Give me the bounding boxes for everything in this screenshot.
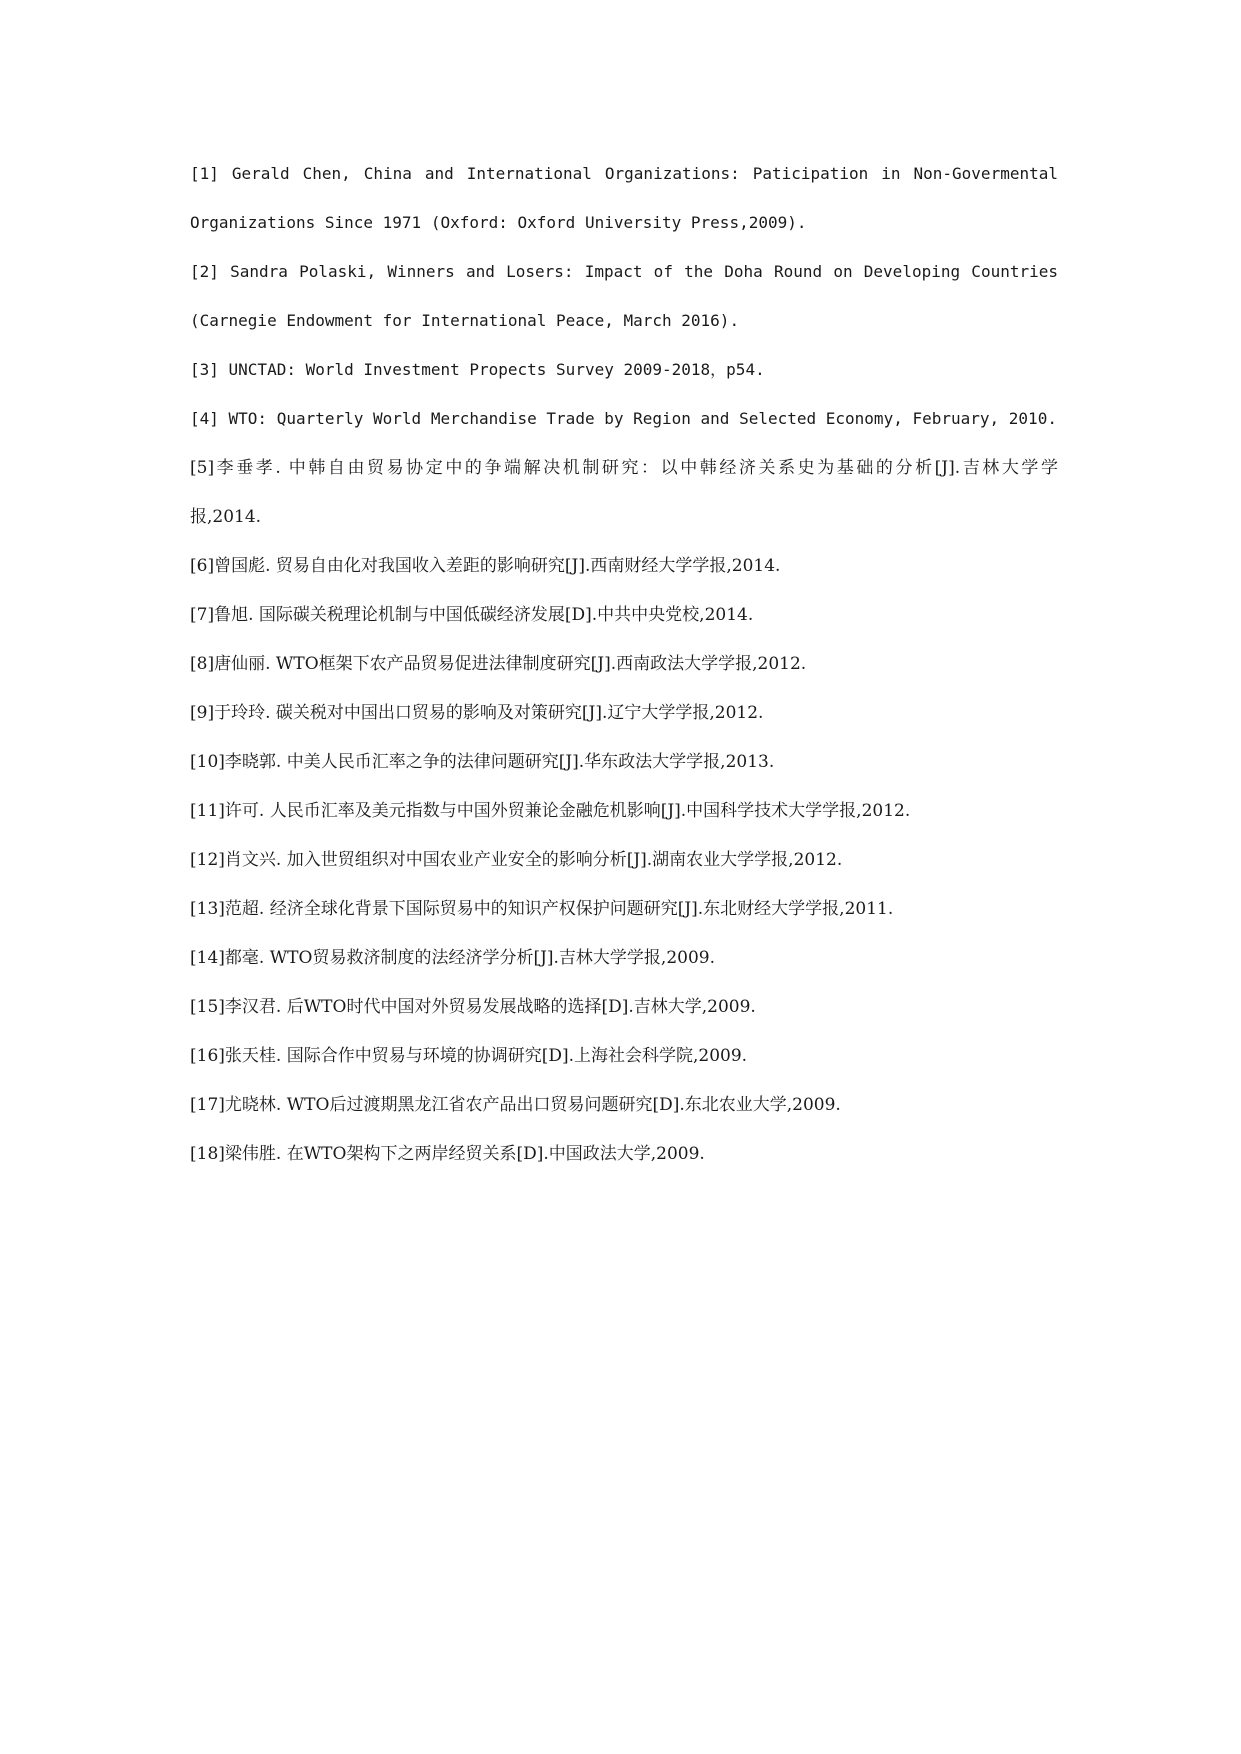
reference-14: [14]都毫. WTO贸易救济制度的法经济学分析[J].吉林大学学报,2009. xyxy=(190,948,716,968)
reference-1-line-1: [1] Gerald Chen, China and International Organizations: Paticipation in Non-Govermental xyxy=(190,164,1058,183)
reference-5-line-1: [5]李垂孝. 中韩自由贸易协定中的争端解决机制研究：以中韩经济关系史为基础的分析[J].吉林大学学 xyxy=(190,458,1058,478)
reference-7: [7]鲁旭. 国际碳关税理论机制与中国低碳经济发展[D].中共中央党校,2014. xyxy=(190,605,754,625)
reference-2-line-1: [2] Sandra Polaski, Winners and Losers: Impact of the Doha Round on Developing Countries xyxy=(190,262,1058,281)
reference-5-line-2: 报,2014. xyxy=(190,507,262,527)
reference-11: [11]许可. 人民币汇率及美元指数与中国外贸兼论金融危机影响[J].中国科学技术大学学报,2012. xyxy=(190,801,911,821)
reference-18: [18]梁伟胜. 在WTO架构下之两岸经贸关系[D].中国政法大学,2009. xyxy=(190,1144,705,1164)
reference-17: [17]尤晓林. WTO后过渡期黑龙江省农产品出口贸易问题研究[D].东北农业大学,2009. xyxy=(190,1095,841,1115)
reference-1-line-2: Organizations Since 1971 (Oxford: Oxford University Press,2009). xyxy=(190,213,807,232)
reference-list xyxy=(190,157,1058,1186)
reference-9: [9]于玲玲. 碳关税对中国出口贸易的影响及对策研究[J].辽宁大学学报,2012. xyxy=(190,703,764,723)
reference-4: [4] WTO: Quarterly World Merchandise Trade by Region and Selected Economy, February, 2010. xyxy=(190,409,1057,428)
reference-2-line-2: (Carnegie Endowment for International Peace, March 2016). xyxy=(190,311,740,330)
reference-3: [3] UNCTAD: World Investment Propects Survey 2009-2018，p54. xyxy=(190,360,765,379)
reference-13: [13]范超. 经济全球化背景下国际贸易中的知识产权保护问题研究[J].东北财经大学学报,2011. xyxy=(190,899,894,919)
reference-15: [15]李汉君. 后WTO时代中国对外贸易发展战略的选择[D].吉林大学,2009. xyxy=(190,997,756,1017)
reference-16: [16]张天桂. 国际合作中贸易与环境的协调研究[D].上海社会科学院,2009. xyxy=(190,1046,748,1066)
reference-8: [8]唐仙丽. WTO框架下农产品贸易促进法律制度研究[J].西南政法大学学报,2012. xyxy=(190,654,807,674)
reference-6: [6]曾国彪. 贸易自由化对我国收入差距的影响研究[J].西南财经大学学报,2014. xyxy=(190,556,781,576)
reference-12: [12]肖文兴. 加入世贸组织对中国农业产业安全的影响分析[J].湖南农业大学学报,2012. xyxy=(190,850,843,870)
reference-10: [10]李晓郭. 中美人民币汇率之争的法律问题研究[J].华东政法大学学报,2013. xyxy=(190,752,775,772)
